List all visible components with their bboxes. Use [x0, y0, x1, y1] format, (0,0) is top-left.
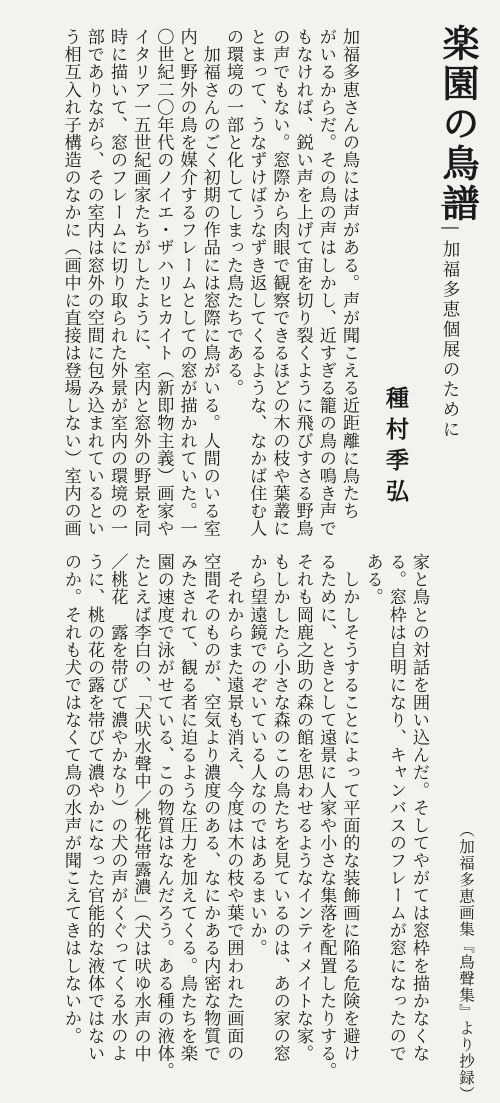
text-line: ある。 — [362, 553, 383, 606]
text-line: とまって、うなずけばうなずき返してくるような、なかば住む人 — [246, 28, 267, 537]
text-line: 加福多恵さんの鳥には声がある。声が聞こえる近距離に鳥たち — [339, 28, 359, 520]
text-line: イタリア一五世紀画家たちがしたように、室内と窓外の野景を同 — [130, 28, 151, 537]
text-line: もなければ、鋭い声を上げて宙を切り裂くように飛びすさる野鳥 — [292, 28, 313, 537]
text-line: るために、ときとして遠景に人家や小さな集落を配置したりする。 — [316, 553, 337, 1080]
text-line: から望遠鏡でのぞいている人なのではあるまいか。 — [246, 553, 267, 957]
author-name: 種村季弘 — [382, 386, 409, 510]
text-line: それからまた遠景も消え、今度は木の枝や葉で囲われた画面の — [223, 553, 244, 1062]
text-line: みたされて、観る者に迫るような圧力を加えてくる。鳥たちを楽 — [176, 553, 197, 1062]
text-line: う相互入れ子構造のなかに（画中に直接は登場しない）室内の画 — [60, 28, 81, 537]
body-text-upper — [58, 28, 360, 537]
text-line: 〇世紀二〇年代のノイエ・ザハリヒカイト（新即物主義）画家や — [153, 28, 174, 537]
text-line: 加福さんのごく初期の作品には窓際に鳥がいる。人間のいる室 — [199, 28, 220, 537]
text-line: もしかしたら小さな森のこの鳥たちを見ているのは、あの家の窓 — [269, 553, 290, 1062]
article-subtitle: ――加福多恵個展のために — [440, 195, 460, 440]
text-line: 空間そのものが、空気より濃度のある、なにかある内密な物質で — [200, 553, 221, 1062]
text-line: のか。それも犬ではなくて鳥の水声が聞こえてきはしないか。 — [60, 553, 81, 1045]
text-line: しかしそうすることによって平面的な装飾画に陥る危険を避け — [339, 553, 360, 1062]
text-line: たとえば李白の、「犬吠水聲中／桃花帯露濃」（犬は吠ゆ水声の中 — [130, 553, 151, 1063]
text-line: 部でありながら、その室内は窓外の空間に包み込まれているとい — [83, 28, 104, 537]
text-line: の環境の一部と化してしまった鳥たちである。 — [222, 28, 243, 397]
text-line: それも岡鹿之助の森の館を思わせるようなインティメイトな家。 — [292, 553, 313, 1062]
text-line: 時に描いて、窓のフレームに切り取られた外景が室内の環境の一 — [106, 28, 127, 537]
text-line: がいるからだ。その鳥の声はしかし、近すぎる籠の鳥の鳴き声で — [315, 28, 336, 537]
text-line: 家と鳥との対話を囲い込んだ。そしてやがては窓枠を描かなくな — [409, 553, 429, 1062]
body-text-lower — [59, 553, 430, 1080]
article-title: 楽園の鳥譜 — [436, 24, 480, 224]
text-line: うに、桃の花の露を帯びて濃やかになった官能的な液体ではない — [84, 553, 105, 1062]
text-line: 内と野外の鳥を媒介するフレームとしての窓が描かれていた。一 — [176, 28, 197, 537]
text-line: 園の速度で泳がせている、この物質はなんだろう。ある種の液体。 — [153, 553, 174, 1080]
source-note: （加福多恵画集『鳥聲集』より抄録） — [457, 822, 475, 1103]
text-line: る。窓枠は自明になり、キャンバスのフレームが窓になったので — [385, 553, 406, 1062]
text-line: ／桃花 露を帯びて濃やかなり）の犬の声がくぐってくる水のよ — [107, 553, 128, 1062]
text-line: の声でもない。窓際から肉眼で観察できるほどの木の枝や葉叢に — [269, 28, 290, 537]
